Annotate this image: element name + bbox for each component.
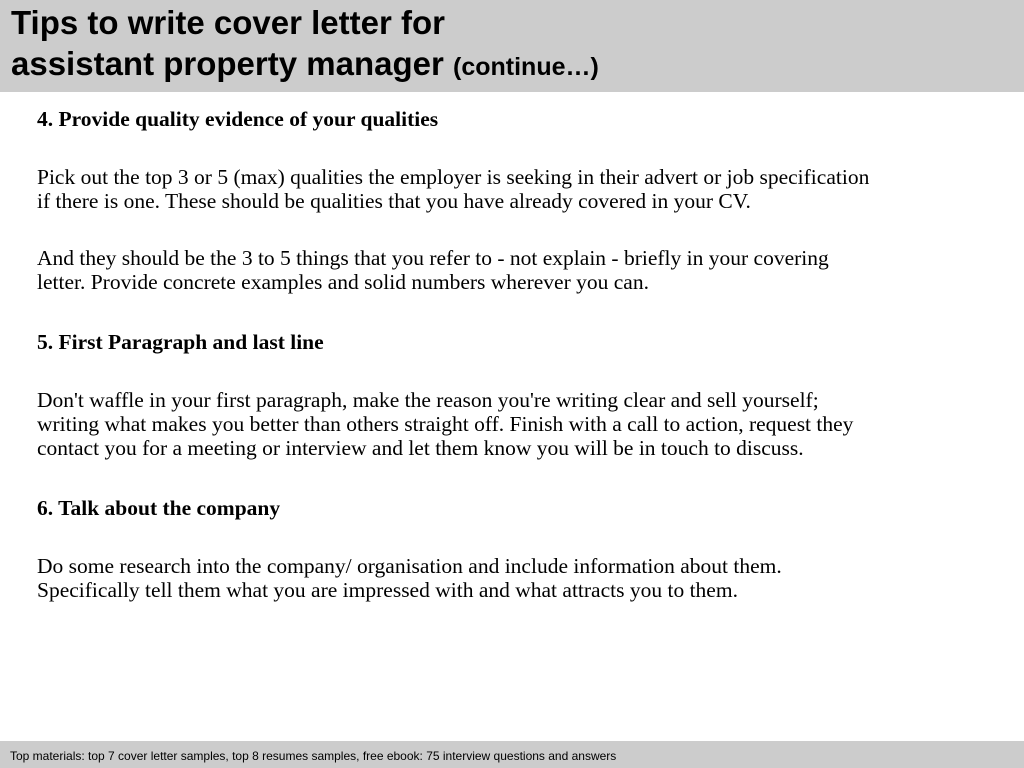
slide-content xyxy=(37,105,997,602)
footer-text: Top materials: top 7 cover letter samples, top 8 resumes samples, free ebook: 75 interview questions and answers xyxy=(10,749,617,763)
section-heading-5: 5. First Paragraph and last line xyxy=(37,330,324,354)
paragraph-line: Specifically tell them what you are impressed with and what attracts you to them. xyxy=(37,578,738,602)
slide-footer xyxy=(0,741,1024,768)
section-4-paragraph-1 xyxy=(37,165,997,213)
paragraph-line: letter. Provide concrete examples and solid numbers wherever you can. xyxy=(37,270,649,294)
paragraph-line: Don't waffle in your first paragraph, make the reason you're writing clear and sell yourself; xyxy=(37,388,819,412)
slide-header xyxy=(0,0,1024,92)
paragraph-line: Pick out the top 3 or 5 (max) qualities the employer is seeking in their advert or job specification xyxy=(37,165,870,189)
section-heading-6: 6. Talk about the company xyxy=(37,496,281,520)
slide-title xyxy=(11,2,599,88)
section-4-paragraph-2 xyxy=(37,246,997,294)
title-line-1: Tips to write cover letter for xyxy=(11,4,445,41)
title-suffix: (continue…) xyxy=(453,53,599,81)
section-heading-4: 4. Provide quality evidence of your qualities xyxy=(37,107,439,131)
paragraph-line: Do some research into the company/ organisation and include information about them. xyxy=(37,554,782,578)
paragraph-line: writing what makes you better than others straight off. Finish with a call to action, request they xyxy=(37,412,854,436)
paragraph-line: if there is one. These should be qualities that you have already covered in your CV. xyxy=(37,189,751,213)
title-line-2: assistant property manager xyxy=(11,45,444,82)
paragraph-line: And they should be the 3 to 5 things that you refer to - not explain - briefly in your covering xyxy=(37,246,829,270)
paragraph-line: contact you for a meeting or interview and let them know you will be in touch to discuss. xyxy=(37,436,804,460)
section-6-paragraph-1 xyxy=(37,554,997,602)
section-5-paragraph-1 xyxy=(37,388,997,460)
